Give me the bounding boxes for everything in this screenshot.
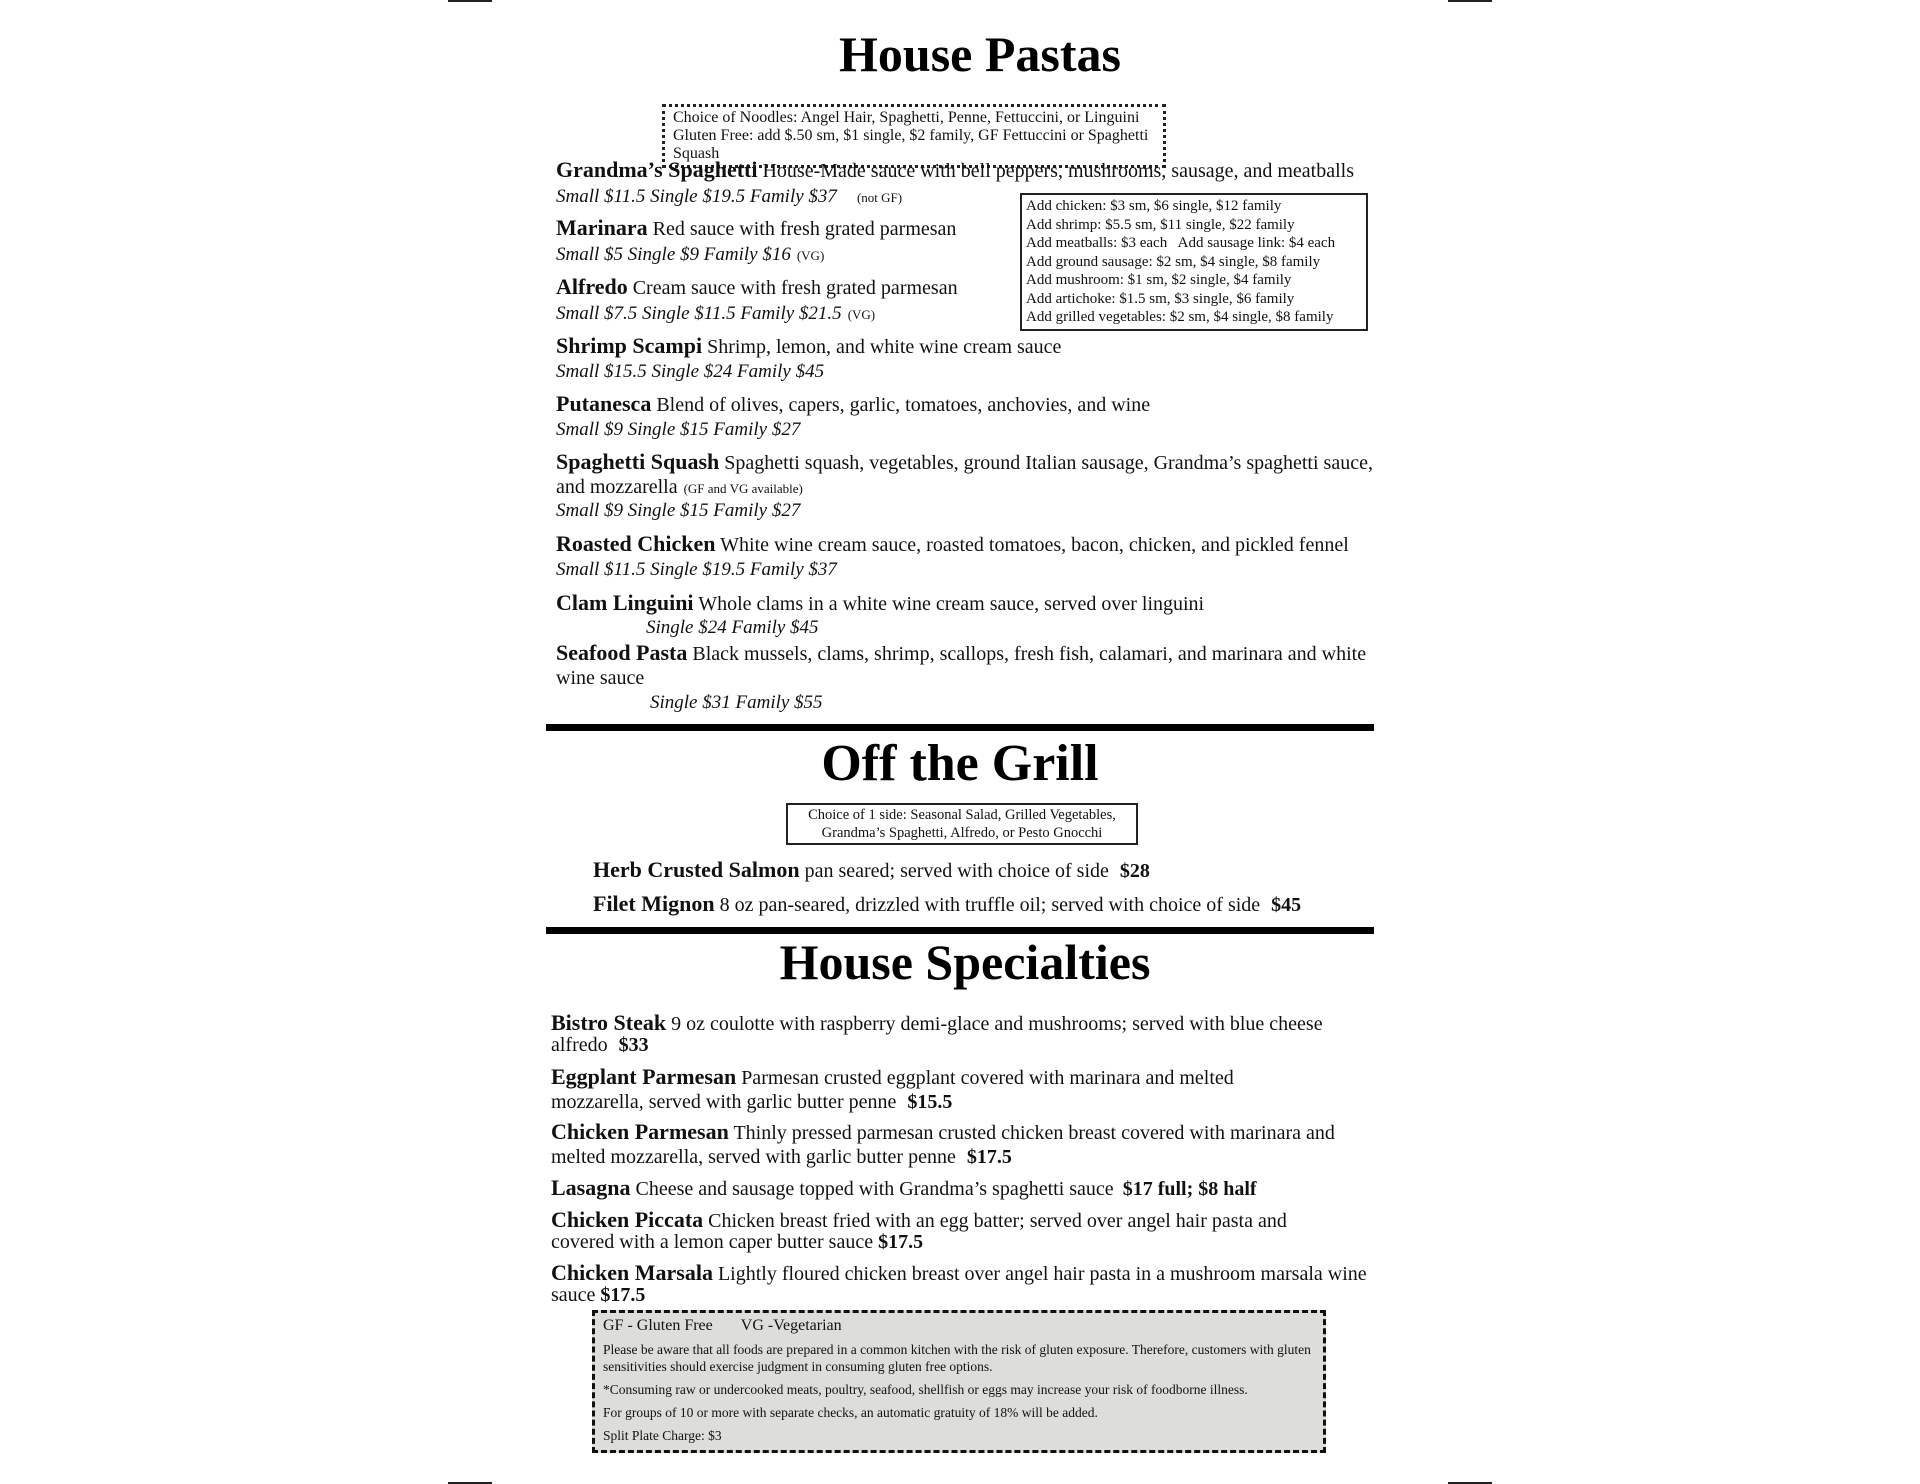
item-desc: Lightly floured chicken breast over angel hair pasta in a mushroom marsala wine sauce <box>551 1263 1367 1306</box>
legend-vg: VG -Vegetarian <box>740 1317 842 1334</box>
item-price: $15.5 <box>907 1091 953 1113</box>
diet-tag: (VG) <box>847 307 876 322</box>
add-on-line: Add ground sausage: $2 sm, $4 single, $8 family <box>1026 253 1321 270</box>
item-name: Chicken Marsala <box>551 1260 713 1285</box>
menu-item <box>593 892 1393 917</box>
house-pastas-title: House Pastas <box>839 26 1121 82</box>
item-price: $17.5 <box>600 1284 646 1306</box>
menu-item <box>556 450 1376 501</box>
add-ons-box <box>1020 193 1368 331</box>
price-text: Small $9 Single $15 Family $27 <box>556 500 801 521</box>
item-desc: Parmesan crusted eggplant covered with marinara and melted mozzarella, served with garlic butter penne <box>551 1067 1234 1113</box>
menu-item <box>556 532 1416 557</box>
footer-note: *Consuming raw or undercooked meats, poultry, seafood, shellfish or eggs may increase your risk of foodborne illness. <box>603 1382 1248 1397</box>
section-divider <box>546 724 1374 731</box>
item-desc: Cheese and sausage topped with Grandma’s spaghetti sauce <box>635 1178 1114 1200</box>
menu-item <box>551 1012 1371 1056</box>
item-prices <box>556 186 902 209</box>
menu-item <box>551 1065 1291 1114</box>
off-the-grill-title: Off the Grill <box>821 735 1099 792</box>
item-name: Chicken Parmesan <box>551 1119 729 1144</box>
item-prices <box>556 244 824 267</box>
crop-mark-top-right <box>1448 0 1492 2</box>
item-desc: Chicken breast fried with an egg batter; served over angel hair pasta and covered with a lemon caper butter sauce <box>551 1210 1287 1253</box>
price-text: Small $11.5 Single $19.5 Family $37 <box>556 559 837 580</box>
item-name: Marinara <box>556 215 648 240</box>
footer-note: For groups of 10 or more with separate checks, an automatic gratuity of 18% will be added. <box>603 1405 1098 1420</box>
item-price: $17.5 <box>878 1231 924 1253</box>
noodle-note-line: Choice of Noodles: Angel Hair, Spaghetti, Penne, Fettuccini, or Linguini <box>673 109 1140 126</box>
menu-item <box>551 1262 1371 1306</box>
item-desc: Cream sauce with fresh grated parmesan <box>632 277 958 299</box>
menu-item <box>556 334 1416 359</box>
item-name: Roasted Chicken <box>556 531 716 556</box>
menu-item <box>556 275 1006 300</box>
item-price: $33 <box>618 1034 649 1056</box>
item-name: Clam Linguini <box>556 590 694 615</box>
menu-item <box>551 1209 1351 1253</box>
menu-item <box>556 392 1416 417</box>
side-choice-note <box>786 803 1138 845</box>
item-name: Shrimp Scampi <box>556 333 703 358</box>
item-desc: Shrimp, lemon, and white wine cream sauce <box>707 336 1062 358</box>
item-price: $28 <box>1119 860 1150 882</box>
item-desc: Black mussels, clams, shrimp, scallops, fresh fish, calamari, and marinara and white wine sauce <box>556 643 1367 689</box>
diet-legend <box>603 1317 1315 1335</box>
item-prices <box>650 692 823 714</box>
item-name: Seafood Pasta <box>556 640 688 665</box>
diet-tag: (VG) <box>796 248 825 263</box>
price-text: Small $15.5 Single $24 Family $45 <box>556 361 825 382</box>
item-name: Filet Mignon <box>593 891 715 916</box>
item-desc: Thinly pressed parmesan crusted chicken breast covered with marinara and melted mozzarella, served with garlic butter penne <box>551 1122 1335 1168</box>
price-text: Single $31 Family $55 <box>650 692 823 713</box>
diet-tag: (not GF) <box>856 190 903 205</box>
item-desc: Red sauce with fresh grated parmesan <box>652 218 957 240</box>
item-desc: 9 oz coulotte with raspberry demi-glace and mushrooms; served with blue cheese alfredo <box>551 1013 1323 1056</box>
item-name: Spaghetti Squash <box>556 449 720 474</box>
add-on-line: Add grilled vegetables: $2 sm, $4 single, $8 family <box>1026 309 1334 325</box>
item-price: $17.5 <box>966 1146 1012 1168</box>
item-desc: White wine cream sauce, roasted tomatoes, bacon, chicken, and pickled fennel <box>720 534 1349 556</box>
crop-mark-top-left <box>448 0 492 2</box>
house-specialties-title: House Specialties <box>779 934 1151 990</box>
menu-item <box>551 1176 1371 1201</box>
add-on-line: Add meatballs: $3 each Add sausage link: $4 each <box>1026 235 1336 251</box>
item-desc: 8 oz pan-seared, drizzled with truffle oil; served with choice of side <box>719 894 1261 916</box>
menu-item <box>551 1120 1351 1169</box>
menu-item <box>556 591 1416 616</box>
price-text: Small $5 Single $9 Family $16 <box>556 244 791 265</box>
add-on-line: Add chicken: $3 sm, $6 single, $12 family <box>1026 198 1282 214</box>
item-prices <box>556 500 800 522</box>
side-note-line: Grandma’s Spaghetti, Alfredo, or Pesto Gnocchi <box>821 825 1103 841</box>
item-prices <box>646 617 819 639</box>
price-text: Small $9 Single $15 Family $27 <box>556 419 801 440</box>
add-on-line: Add artichoke: $1.5 sm, $3 single, $6 family <box>1026 290 1295 307</box>
price-text: Small $7.5 Single $11.5 Family $21.5 <box>556 303 842 324</box>
legend-gf: GF - Gluten Free <box>603 1317 713 1334</box>
item-prices <box>556 559 837 581</box>
diet-tag: (GF and VG available) <box>683 481 803 496</box>
menu-item <box>556 641 1376 690</box>
item-price: $45 <box>1271 894 1302 916</box>
menu-item <box>593 858 1393 883</box>
side-note-line: Choice of 1 side: Seasonal Salad, Grilled Vegetables, <box>808 807 1116 823</box>
item-name: Grandma’s Spaghetti <box>556 157 758 182</box>
item-desc: Whole clams in a white wine cream sauce, served over linguini <box>698 593 1205 615</box>
price-text: Single $24 Family $45 <box>646 617 819 638</box>
item-desc: House-Made sauce with bell peppers, mushrooms, sausage, and meatballs <box>762 160 1354 182</box>
item-name: Lasagna <box>551 1175 631 1200</box>
item-name: Putanesca <box>556 391 652 416</box>
add-on-line: Add mushroom: $1 sm, $2 single, $4 family <box>1026 272 1292 288</box>
footer-note: Split Plate Charge: $3 <box>603 1428 722 1443</box>
menu-item <box>556 216 1006 241</box>
item-name: Eggplant Parmesan <box>551 1064 737 1089</box>
item-name: Alfredo <box>556 274 628 299</box>
item-prices <box>556 361 824 383</box>
footer-notice <box>592 1310 1326 1453</box>
item-desc: Spaghetti squash, vegetables, ground Italian sausage, Grandma’s spaghetti sauce, and mozzarella <box>556 452 1373 498</box>
item-price: $17 full; $8 half <box>1122 1178 1257 1200</box>
noodle-note-line: Gluten Free: add $.50 sm, $1 single, $2 family, GF Fettuccini or Spaghetti Squash <box>673 127 1149 162</box>
add-on-line: Add shrimp: $5.5 sm, $11 single, $22 family <box>1026 216 1295 233</box>
item-prices <box>556 303 875 326</box>
item-desc: pan seared; served with choice of side <box>804 860 1109 882</box>
item-name: Herb Crusted Salmon <box>593 857 800 882</box>
footer-note: Please be aware that all foods are prepared in a common kitchen with the risk of gluten exposure. Therefore, customers with gluten sensitivities should exercise judgment in consuming gluten free options. <box>603 1342 1311 1374</box>
item-name: Bistro Steak <box>551 1010 667 1035</box>
item-prices <box>556 419 800 441</box>
menu-item <box>556 158 1416 183</box>
item-name: Chicken Piccata <box>551 1207 704 1232</box>
price-text: Small $11.5 Single $19.5 Family $37 <box>556 186 837 207</box>
item-desc: Blend of olives, capers, garlic, tomatoes, anchovies, and wine <box>656 394 1151 416</box>
